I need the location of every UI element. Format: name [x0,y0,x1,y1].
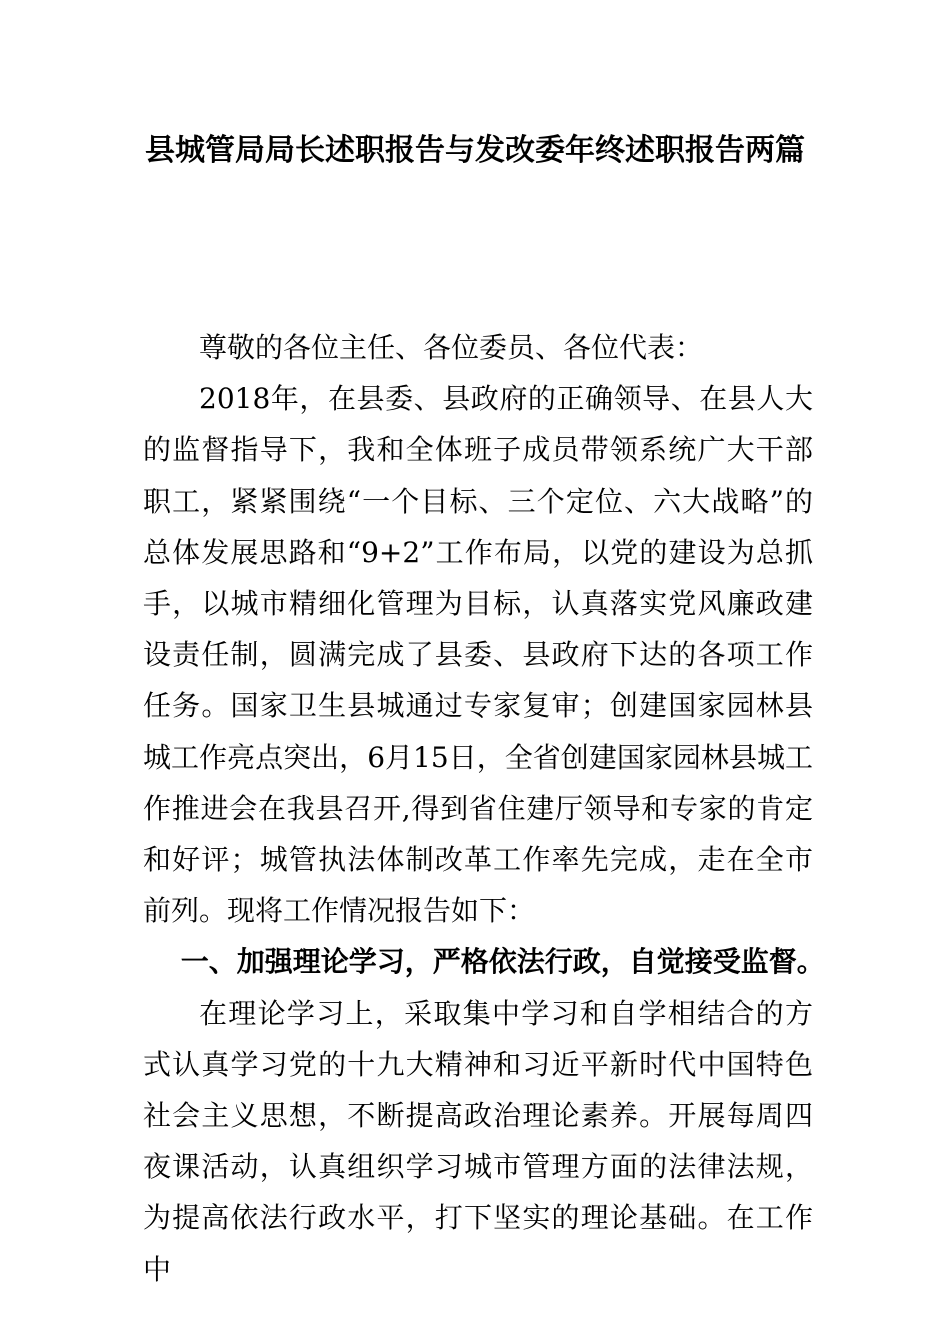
paragraph-intro: 2018年，在县委、县政府的正确领导、在县人大的监督指导下，我和全体班子成员带领系统广大干部职工，紧紧围绕“一个目标、三个定位、六大战略”的总体发展思路和“9+2”工作布局，以党的建设为总抓手，以城市精细化管理为目标，认真落实党风廉政建设责任制，圆满完成了县委、县政府下达的各项工作任务。国家卫生县城通过专家复审；创建国家园林县城工作亮点突出，6月15日，全省创建国家园林县城工作推进会在我县召开,得到省住建厅领导和专家的肯定和好评；城管执法体制改革工作率先完成，走在全市前列。现将工作情况报告如下： [143,382,813,928]
document-title: 县城管局局长述职报告与发改委年终述职报告两篇 [145,133,805,168]
document-body [143,322,825,1295]
section-heading: 一、加强理论学习，严格依法行政，自觉接受监督。 [180,945,825,979]
paragraph-theory-study: 在理论学习上，采取集中学习和自学相结合的方式认真学习党的十九大精神和习近平新时代中国特色社会主义思想，不断提高政治理论素养。开展每周四夜课活动，认真组织学习城市管理方面的法律法规，为提高依法行政水平，打下坚实的理论基础。在工作中 [143,996,813,1286]
salutation: 尊敬的各位主任、各位委员、各位代表： [199,331,704,364]
